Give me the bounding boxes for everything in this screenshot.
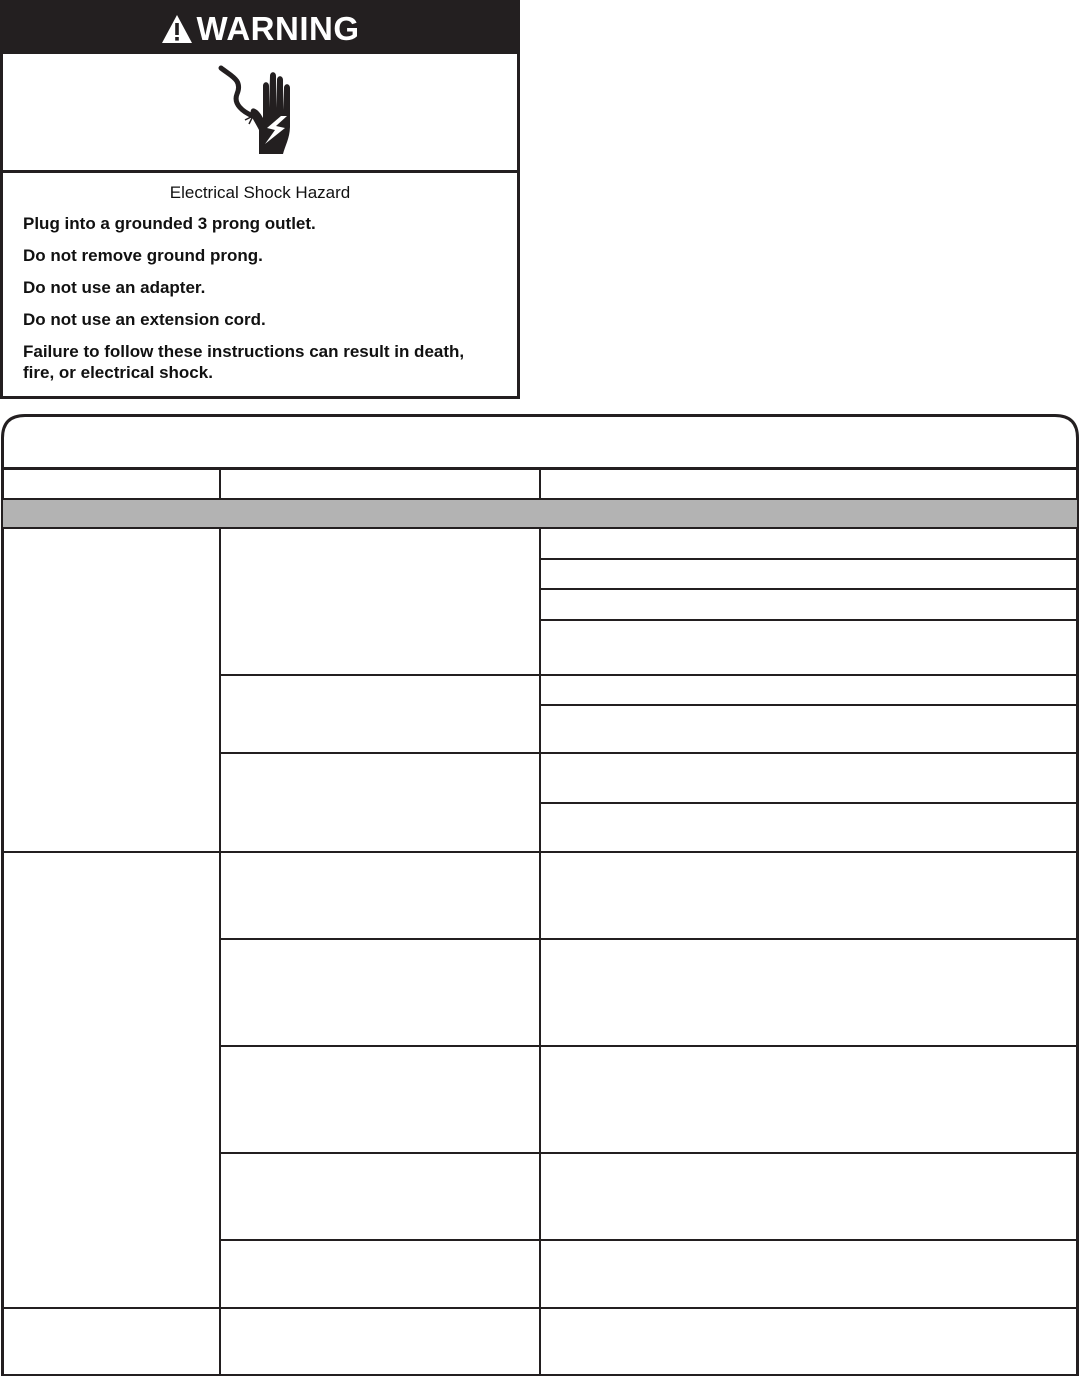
- warning-instruction: Do not use an adapter.: [23, 278, 206, 297]
- warning-title: WARNING: [196, 9, 360, 47]
- solution-rule: [541, 588, 1079, 590]
- table-title-row: [1, 414, 1079, 468]
- alert-triangle-icon: [161, 14, 193, 44]
- cause-rule: [221, 1152, 1079, 1154]
- warning-instruction: Plug into a grounded 3 prong outlet.: [23, 214, 316, 233]
- troubleshooting-table: [1, 414, 1079, 1376]
- warning-instruction: Do not use an extension cord.: [23, 310, 266, 329]
- solution-rule: [541, 802, 1079, 804]
- warning-header: [3, 3, 517, 54]
- problem-rule: [1, 1307, 1079, 1309]
- hazard-pictogram: [3, 54, 517, 173]
- warning-consequence-line-2: fire, or electrical shock.: [23, 363, 213, 382]
- column-divider-2: [539, 529, 541, 1376]
- cause-rule: [221, 752, 1079, 754]
- column-divider-1: [219, 468, 221, 500]
- warning-consequence: [23, 341, 503, 383]
- problem-rule: [1, 851, 1079, 853]
- column-divider-2: [539, 468, 541, 500]
- column-divider-1: [219, 529, 221, 1376]
- cause-rule: [221, 1239, 1079, 1241]
- solution-rule: [541, 558, 1079, 560]
- cause-rule: [221, 1045, 1079, 1047]
- warning-body: [3, 173, 517, 383]
- section-band: [3, 500, 1077, 528]
- warning-consequence-line-1: Failure to follow these instructions can result in death,: [23, 342, 465, 361]
- warning-box: [0, 0, 520, 399]
- solution-rule: [541, 619, 1079, 621]
- solution-rule: [541, 704, 1079, 706]
- table-bottom-rule: [1, 1374, 1079, 1376]
- hazard-title: Electrical Shock Hazard: [169, 183, 351, 202]
- cause-rule: [221, 674, 1079, 676]
- warning-instruction: Do not remove ground prong.: [23, 246, 263, 265]
- electrical-shock-hand-icon: [215, 64, 305, 160]
- cause-rule: [221, 938, 1079, 940]
